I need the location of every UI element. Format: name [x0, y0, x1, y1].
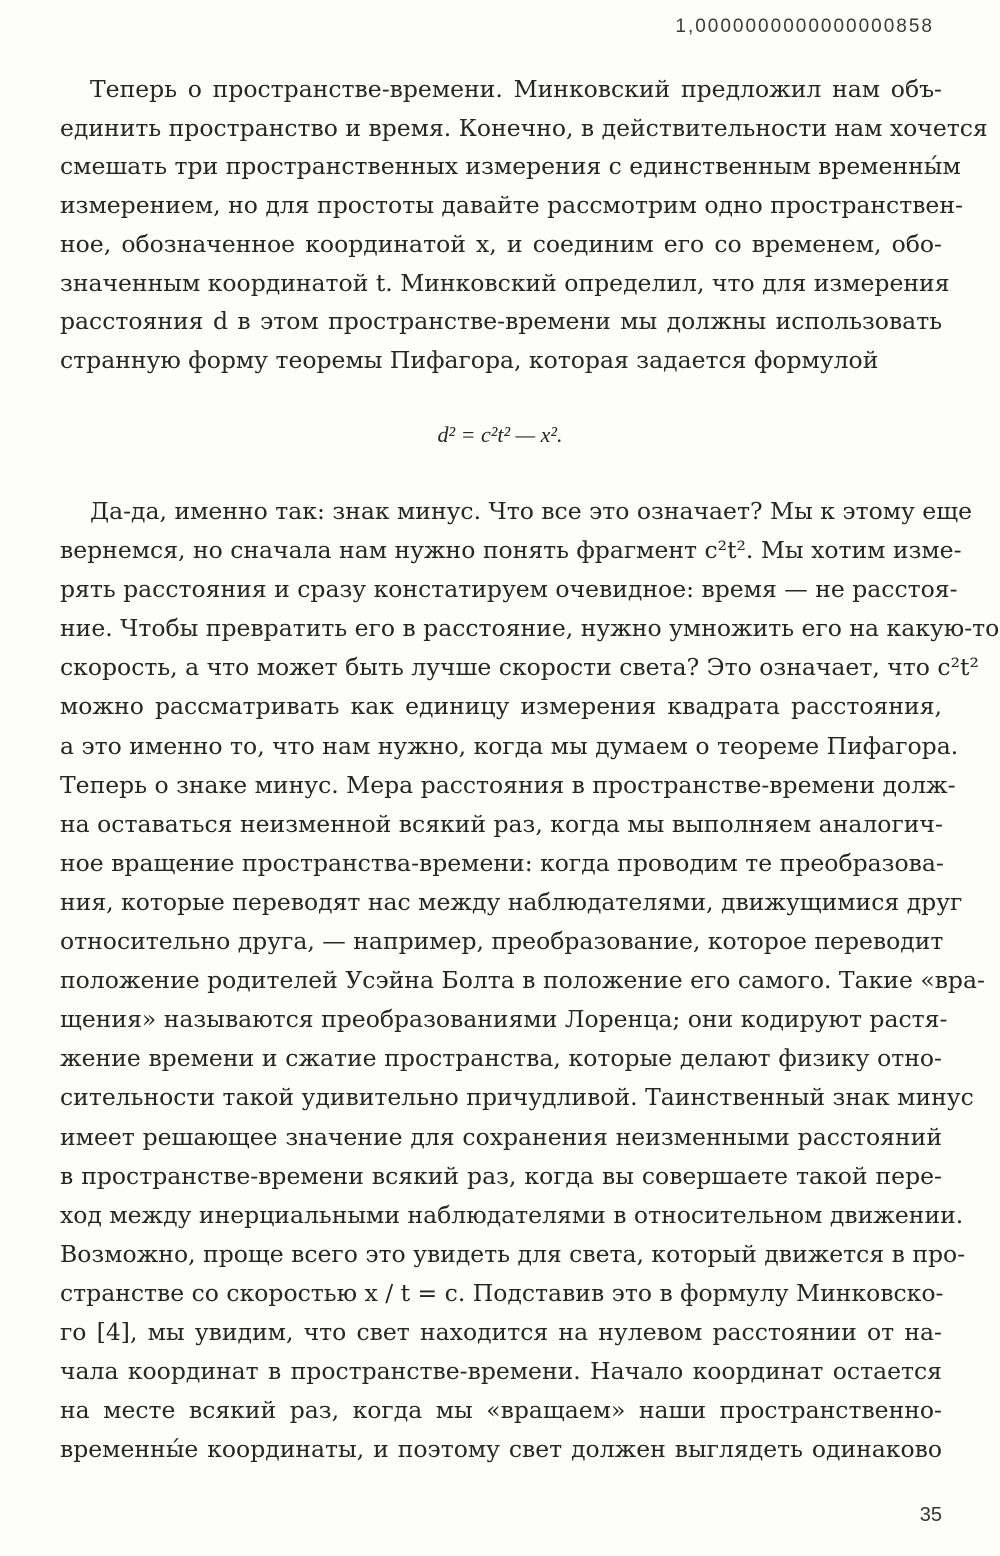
text-line: Возможно, проще всего это увидеть для света, который движется в про-: [60, 1239, 966, 1268]
text-line: чала координат в пространстве-времени. Начало координат остается: [60, 1357, 942, 1386]
text-line: ное, обозначенное координатой x, и соединим его со временем, обо-: [60, 229, 942, 258]
text-line: значенным координатой t. Минковский определил, что для измерения: [60, 268, 950, 297]
text-line: скорость, а что может быть лучше скорости света? Это означает, что c²t²: [60, 653, 979, 682]
text-line: в пространстве-времени всякий раз, когда вы совершаете такой пере-: [60, 1161, 942, 1190]
text-line: ное вращение пространства-времени: когда проводим те преобразова-: [60, 848, 944, 877]
text-line: измерением, но для простоты давайте рассмотрим одно пространствен-: [60, 191, 963, 220]
text-line: расстояния d в этом пространстве-времени мы должны использовать: [60, 307, 942, 336]
running-head: 1,0000000000000000858: [675, 16, 934, 37]
text-line: странстве со скоростью x / t = c. Подставив это в формулу Минковско-: [60, 1278, 944, 1307]
text-line: го [4], мы увидим, что свет находится на нулевом расстоянии от на-: [60, 1317, 942, 1346]
text-line: Да-да, именно так: знак минус. Что все это означает? Мы к этому еще: [90, 497, 972, 525]
text-line: Теперь о знаке минус. Мера расстояния в пространстве-времени долж-: [60, 770, 956, 799]
page-number: 35: [919, 1504, 942, 1526]
text-line: ход между инерциальными наблюдателями в относительном движении.: [60, 1200, 964, 1229]
minkowski-formula: d² = c²t² — x².: [437, 422, 563, 447]
text-line: смешать три пространственных измерения с единственным временны́м: [60, 152, 961, 181]
text-line: на оставаться неизменной всякий раз, когда мы выполняем аналогич-: [60, 809, 943, 838]
text-line: жение времени и сжатие пространства, которые делают физику отно-: [60, 1044, 942, 1073]
text-line: сительности такой удивительно причудливой. Таинственный знак минус: [60, 1083, 974, 1112]
paragraph-minkowski-intro: [60, 70, 988, 380]
text-line: временны́е координаты, и поэтому свет должен выглядеть одинаково: [60, 1435, 942, 1464]
text-line: вернемся, но сначала нам нужно понять фрагмент c²t². Мы хотим изме-: [60, 536, 962, 565]
paragraph-minus-sign: [60, 492, 1000, 1469]
text-line: имеет решающее значение для сохранения неизменными расстояний: [60, 1122, 942, 1151]
text-line: на месте всякий раз, когда мы «вращаем» наши пространственно-: [60, 1396, 942, 1425]
text-line: ние. Чтобы превратить его в расстояние, нужно умножить его на какую-то: [60, 614, 1000, 643]
text-line: положение родителей Усэйна Болта в положение его самого. Такие «вра-: [60, 966, 985, 995]
text-line: щения» называются преобразованиями Лоренца; они кодируют растя-: [60, 1005, 948, 1034]
text-line: единить пространство и время. Конечно, в действительности нам хочется: [60, 113, 988, 142]
text-line: можно рассматривать как единицу измерения квадрата расстояния,: [60, 692, 942, 721]
text-line: странную форму теоремы Пифагора, которая задается формулой: [60, 345, 879, 374]
text-line: а это именно то, что нам нужно, когда мы думаем о теореме Пифагора.: [60, 731, 959, 760]
text-line: рять расстояния и сразу констатируем очевидное: время — не расстоя-: [60, 575, 958, 604]
text-line: относительно друга, — например, преобразование, которое переводит: [60, 927, 944, 956]
text-line: ния, которые переводят нас между наблюдателями, движущимися друг: [60, 887, 963, 916]
text-line: Теперь о пространстве-времени. Минковский предложил нам объ-: [90, 75, 942, 103]
